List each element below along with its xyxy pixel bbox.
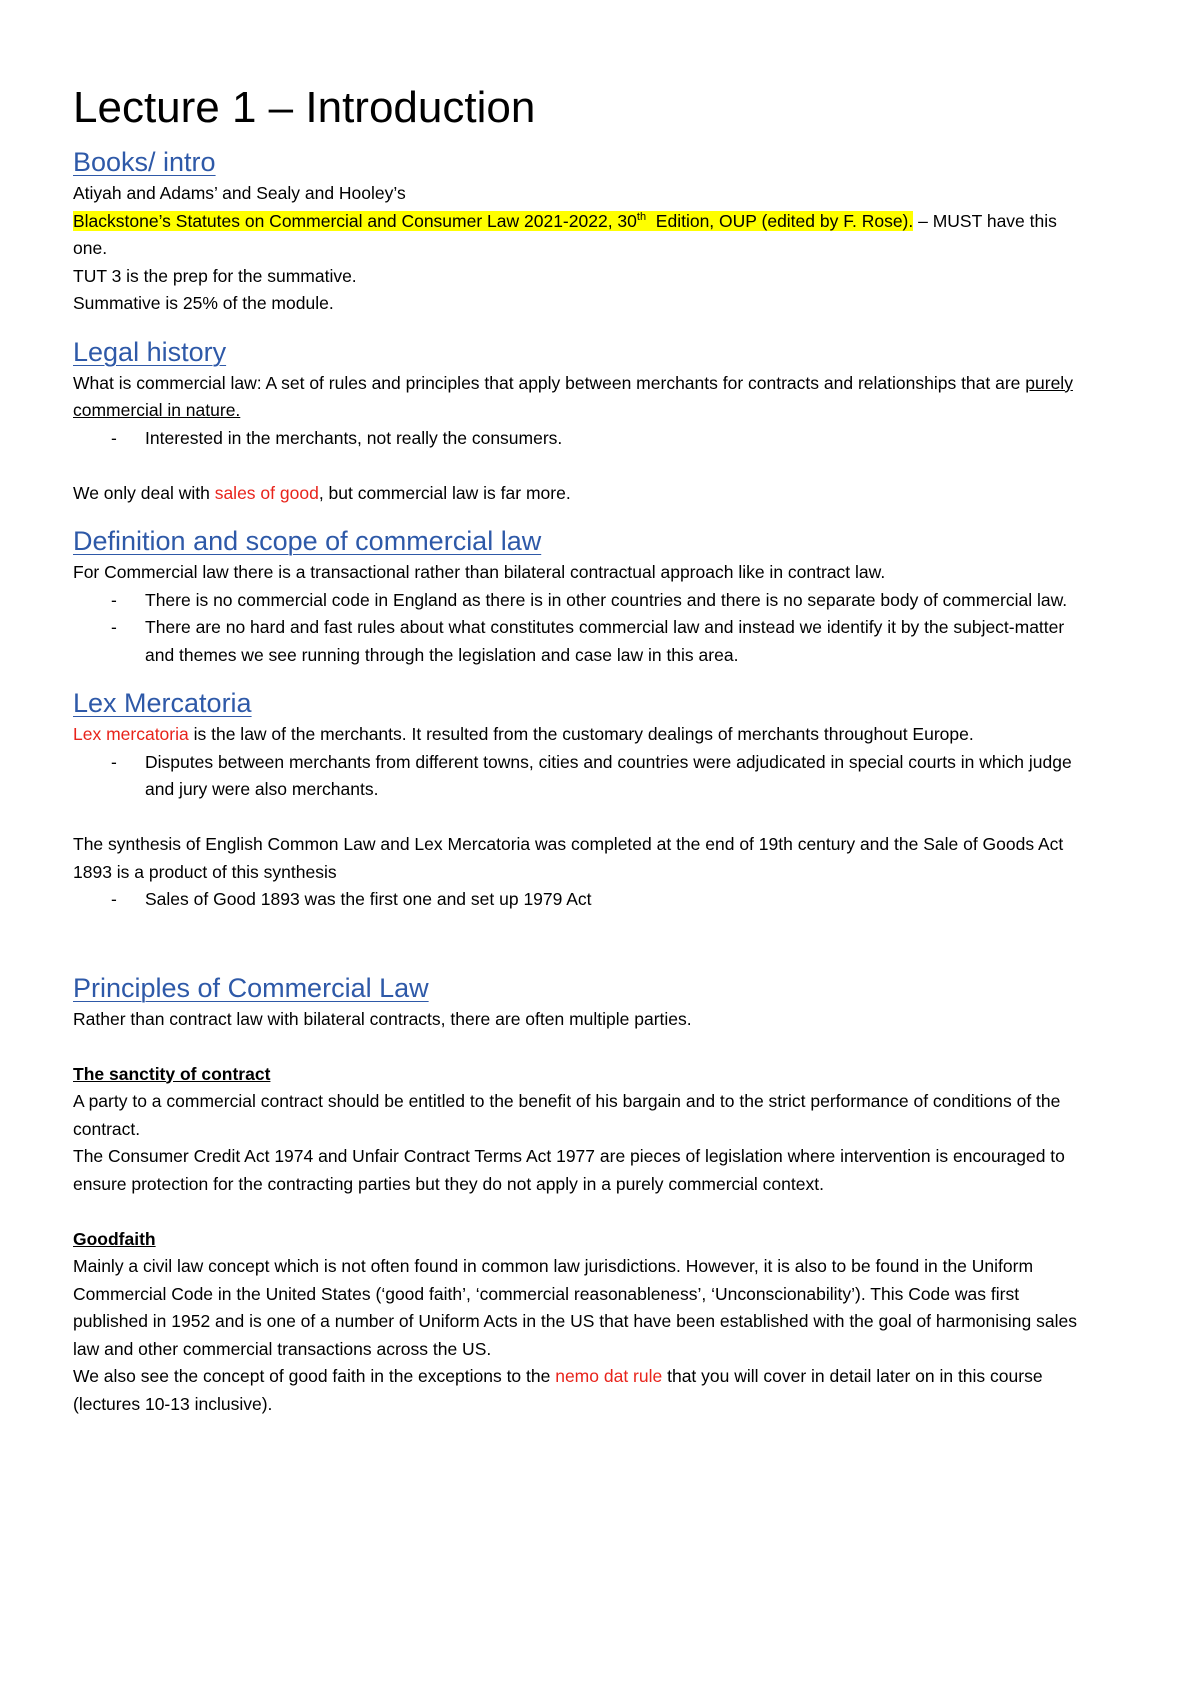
list-item: - Interested in the merchants, not really the consumers. <box>73 425 1090 453</box>
red-term-lex-mercatoria: Lex mercatoria <box>73 724 189 744</box>
must-have-note: – MUST have this one. <box>73 210 1057 258</box>
list-item: - There are no hard and fast rules about what constitutes commercial law and instead we identify it by the subject-matter and themes we see running through the legislation and case law in this area. <box>73 614 1090 669</box>
definition-list <box>73 587 1090 670</box>
lex-list-1 <box>73 749 1090 804</box>
spacer <box>73 452 1090 480</box>
subheading-goodfaith: Goodfaith <box>73 1228 156 1249</box>
sanctity-paragraph-1: A party to a commercial contract should be entitled to the benefit of his bargain and to the strict performance of conditions of the contract. <box>73 1091 1061 1139</box>
heading-books-intro: Books/ intro <box>73 147 216 177</box>
lex-synthesis: The synthesis of English Common Law and Lex Mercatoria was completed at the end of 19th century and the Sale of Goods Act 1893 is a product of this synthesis <box>73 834 1064 882</box>
scope-text-b: , but commercial law is far more. <box>318 482 571 503</box>
definition-intro: For Commercial law there is a transactional rather than bilateral contractual approach like in contract law. <box>73 562 886 582</box>
goodfaith-paragraph-1: Mainly a civil law concept which is not often found in common law jurisdictions. However, it is also to be found in the Uniform Commercial Code in the United States (‘good faith’, ‘commercial reasonableness’, ‘Unconscionability’). This Code was first published in 1952 and is one of a number of Uniform Acts in the US that have been established with the goal of harmonising sales law and other commercial transactions across the US. <box>73 1256 1077 1359</box>
highlight-text-b: Edition, OUP (edited by F. Rose). <box>646 210 914 231</box>
heading-principles: Principles of Commercial Law <box>73 972 429 1003</box>
heading-lex-mercatoria: Lex Mercatoria <box>73 688 252 718</box>
highlight-text-a: Blackstone’s Statutes on Commercial and Consumer Law 2021-2022, 30 <box>73 210 637 231</box>
legal-history-list <box>73 425 1090 453</box>
lex-intro-text: is the law of the merchants. It resulted from the customary dealings of merchants throughout Europe. <box>188 724 974 744</box>
goodfaith-paragraph-2 <box>73 1363 1090 1418</box>
heading-definition-scope: Definition and scope of commercial law <box>73 526 542 556</box>
list-item: - Disputes between merchants from different towns, cities and countries were adjudicated in special courts in which judge and jury were also merchants. <box>73 749 1090 804</box>
lex-list-2 <box>73 886 1090 914</box>
goodfaith-text-a: We also see the concept of good faith in the exceptions to the <box>73 1366 556 1386</box>
sanctity-paragraph-2: The Consumer Credit Act 1974 and Unfair Contract Terms Act 1977 are pieces of legislation where intervention is encouraged to ensure protection for the contracting parties but they do not apply in a purely commercial context. <box>73 1146 1065 1194</box>
red-term-nemo-dat: nemo dat rule <box>555 1366 663 1386</box>
spacer <box>73 804 1090 832</box>
list-item: - Sales of Good 1893 was the first one and set up 1979 Act <box>73 886 1090 914</box>
legal-history-scope <box>73 480 1090 508</box>
spacer <box>73 1198 1090 1226</box>
ordinal-suffix: th <box>636 210 647 223</box>
spacer <box>73 1033 1090 1061</box>
page-title: Lecture 1 – Introduction <box>73 83 536 132</box>
legal-history-definition <box>73 370 1090 425</box>
books-line-summative: Summative is 25% of the module. <box>73 293 334 313</box>
spacer <box>73 914 1090 954</box>
list-item: - There is no commercial code in England as there is in other countries and there is no separate body of commercial law. <box>73 587 1090 615</box>
books-line-tut: TUT 3 is the prep for the summative. <box>73 265 357 286</box>
scope-text-a: We only deal with <box>73 482 215 503</box>
definition-text: What is commercial law: A set of rules and principles that apply between merchants for contracts and relationships that are <box>73 372 1026 393</box>
definition-underlined: purely commercial in nature. <box>73 372 1073 420</box>
red-term-sales-of-good: sales of good <box>214 482 319 503</box>
lex-intro <box>73 721 1090 749</box>
principles-intro: Rather than contract law with bilateral contracts, there are often multiple parties. <box>73 1008 692 1029</box>
goodfaith-text-b: that you will cover in detail later on in this course (lectures 10-13 inclusive). <box>73 1366 1043 1414</box>
subheading-sanctity: The sanctity of contract <box>73 1063 271 1084</box>
books-line-authors: Atiyah and Adams’ and Sealy and Hooley’s <box>73 183 406 203</box>
books-line-blackstone <box>73 208 1090 263</box>
heading-legal-history: Legal history <box>73 336 227 367</box>
highlight-blackstone <box>73 211 913 231</box>
